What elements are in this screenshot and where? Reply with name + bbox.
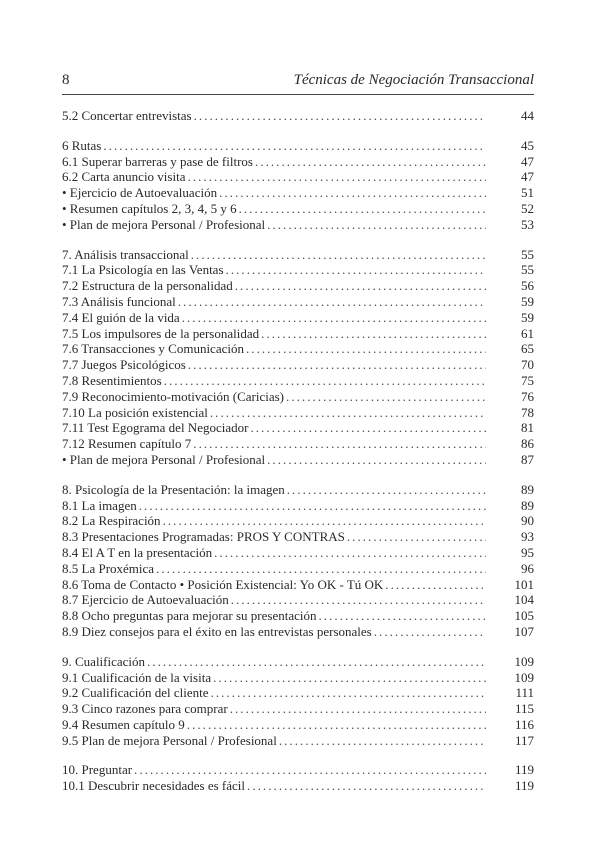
toc-entry-title: 8.6 Toma de Contacto • Posición Existencial: Yo OK - Tú OK [62,576,384,592]
toc-entry-title: 9.1 Cualificación de la visita [62,669,212,685]
dot-leader [163,513,486,529]
dot-leader [187,717,486,733]
toc-entry-page: 107 [514,623,534,639]
toc-entry[interactable] [62,762,534,778]
dot-leader [194,108,486,124]
toc-entry-page: 90 [521,513,534,529]
toc-entry-page: 95 [521,544,534,560]
toc-entry-title: 5.2 Concertar entrevistas [62,108,192,123]
toc-entry[interactable] [62,701,534,717]
toc-entry-title: 8.4 El A T en la presentación [62,544,213,560]
toc-entry[interactable] [62,138,534,154]
dot-leader [374,624,486,640]
toc-entry[interactable] [62,405,534,421]
toc-entry[interactable] [62,373,534,389]
dot-leader [246,341,486,357]
dot-leader [134,762,486,778]
toc-entry[interactable] [62,529,534,545]
toc-entry-page: 47 [521,169,534,185]
toc-entry-page: 117 [514,732,534,748]
toc-entry-page: 115 [514,701,534,717]
toc-entry[interactable] [62,247,534,263]
toc-entry-title: • Resumen capítulos 2, 3, 4, 5 y 6 [62,200,237,216]
toc-entry-title: 7.2 Estructura de la personalidad [62,278,233,294]
toc-entry-title: 10. Preguntar [62,762,133,778]
toc-entry-page: 65 [521,341,534,357]
toc-entry-title: • Plan de mejora Personal / Profesional [62,216,266,232]
toc-entry-title: 6 Rutas [62,137,102,153]
toc-section [62,482,534,640]
toc-entry-page: 55 [521,262,534,278]
toc-entry-title: 7.6 Transacciones y Comunicación [62,341,244,357]
toc-section [62,108,534,124]
toc-entry[interactable] [62,733,534,749]
toc-entry[interactable] [62,624,534,640]
toc-entry[interactable] [62,482,534,498]
toc-entry-page: 93 [521,529,534,545]
dot-leader [191,247,486,263]
toc-entry[interactable] [62,592,534,608]
toc-entry-title: 9.2 Cualificación del cliente [62,685,209,701]
toc-entry-page: 87 [521,451,534,467]
toc-entry-title: 7.9 Reconocimiento-motivación (Caricias) [62,388,285,404]
dot-leader [193,436,486,452]
toc-entry[interactable] [62,341,534,357]
toc-entry-page: 111 [515,685,534,701]
toc-entry-page: 109 [514,653,534,669]
toc-entry-page: 96 [521,560,534,576]
toc-entry-page: 89 [521,481,534,497]
dot-leader [319,608,487,624]
toc-entry-title: 7.12 Resumen capítulo 7 [62,436,192,452]
toc-entry-title: 9.5 Plan de mejora Personal / Profesional [62,732,277,748]
dot-leader [187,169,486,185]
toc-entry-title: 9.3 Cinco razones para comprar [62,701,228,717]
toc-entry-title: 8.5 La Proxémica [62,560,155,576]
dot-leader [211,685,486,701]
dot-leader [139,498,486,514]
toc-entry[interactable] [62,108,534,124]
dot-leader [239,201,486,217]
toc-entry[interactable] [62,278,534,294]
dot-leader [235,278,486,294]
toc-entry[interactable] [62,201,534,217]
toc-entry-title: 9.4 Resumen capítulo 9 [62,716,185,732]
toc-entry-title: 7.7 Juegos Psicológicos [62,357,186,373]
toc-entry[interactable] [62,685,534,701]
dot-leader [147,654,486,670]
dot-leader [156,561,486,577]
toc-entry-page: 61 [521,325,534,341]
toc-entry[interactable] [62,577,534,593]
toc-entry-title: 7.11 Test Egograma del Negociador [62,420,249,436]
toc-entry[interactable] [62,498,534,514]
toc-entry-page: 78 [521,404,534,420]
dot-leader [164,373,486,389]
toc-section [62,654,534,749]
toc-entry-page: 47 [521,153,534,169]
toc-entry[interactable] [62,169,534,185]
toc-entry-title: 7.3 Análisis funcional [62,293,176,309]
toc-entry[interactable] [62,294,534,310]
dot-leader [210,405,486,421]
dot-leader [226,262,486,278]
toc-entry[interactable] [62,561,534,577]
dot-leader [214,545,486,561]
toc-entry-page: 59 [521,309,534,325]
toc-entry-title: 10.1 Descubrir necesidades es fácil [62,778,246,794]
dot-leader [267,452,486,468]
toc-entry[interactable] [62,217,534,233]
toc-entry-page: 56 [521,278,534,294]
toc-entry-page: 116 [514,716,534,732]
toc-entry-page: 119 [514,762,534,778]
toc-entry[interactable] [62,436,534,452]
toc-entry[interactable] [62,310,534,326]
toc-entry-page: 59 [521,293,534,309]
page-number: 8 [62,72,70,88]
toc-entry-page: 89 [521,497,534,513]
dot-leader [103,138,486,154]
toc-entry-page: 104 [514,592,534,608]
toc-entry-page: 55 [521,246,534,262]
toc-entry-title: 8.9 Diez consejos para el éxito en las entrevistas personales [62,623,372,639]
toc-entry-page: 109 [514,669,534,685]
toc-section [62,247,534,468]
dot-leader [261,326,486,342]
dot-leader [231,592,486,608]
toc-entry[interactable] [62,357,534,373]
toc-entry-title: 8. Psicología de la Presentación: la imagen [62,481,285,497]
toc-entry-title: 6.1 Superar barreras y pase de filtros [62,153,253,169]
toc-entry-title: 8.8 Ocho preguntas para mejorar su presentación [62,608,317,624]
book-title: Técnicas de Negociación Transaccional [293,72,534,88]
toc-entry-title: 7. Análisis transaccional [62,246,189,262]
toc-entry[interactable] [62,654,534,670]
toc-section [62,138,534,233]
dot-leader [182,310,486,326]
toc-entry[interactable] [62,185,534,201]
dot-leader [230,701,486,717]
dot-leader [385,577,486,593]
toc-entry-page: 81 [521,420,534,436]
toc-entry-title: 8.1 La imagen [62,497,137,513]
dot-leader [178,294,486,310]
toc-entry[interactable] [62,420,534,436]
toc-entry[interactable] [62,545,534,561]
dot-leader [255,154,486,170]
toc-entry-title: 7.5 Los impulsores de la personalidad [62,325,260,341]
toc-entry[interactable] [62,513,534,529]
toc-entry-page: 44 [521,108,534,123]
toc-entry[interactable] [62,670,534,686]
toc-entry-page: 70 [521,357,534,373]
toc-entry-page: 45 [521,137,534,153]
table-of-contents [62,108,534,808]
dot-leader [347,529,486,545]
dot-leader [267,217,486,233]
toc-entry-title: 7.4 El guión de la vida [62,309,180,325]
toc-entry-title: 8.3 Presentaciones Programadas: PROS Y CONTRAS [62,529,345,545]
dot-leader [219,185,486,201]
toc-entry-page: 119 [514,778,534,794]
toc-entry-page: 86 [521,436,534,452]
dot-leader [250,420,486,436]
toc-entry[interactable] [62,262,534,278]
toc-entry-page: 105 [514,608,534,624]
toc-entry-title: 7.8 Resentimientos [62,372,162,388]
toc-entry-page: 101 [514,576,534,592]
toc-entry[interactable] [62,778,534,794]
toc-entry[interactable] [62,717,534,733]
toc-entry-title: 9. Cualificación [62,653,146,669]
toc-entry-title: 6.2 Carta anuncio visita [62,169,186,185]
dot-leader [247,778,486,794]
dot-leader [213,670,486,686]
toc-entry-title: 8.7 Ejercicio de Autoevaluación [62,592,229,608]
toc-entry[interactable] [62,608,534,624]
toc-entry-title: • Plan de mejora Personal / Profesional [62,451,266,467]
toc-entry-page: 75 [521,372,534,388]
toc-entry-title: • Ejercicio de Autoevaluación [62,185,218,201]
running-header [62,72,534,95]
toc-entry[interactable] [62,326,534,342]
dot-leader [286,389,486,405]
toc-entry-page: 53 [521,216,534,232]
toc-entry-title: 7.1 La Psicología en las Ventas [62,262,224,278]
toc-entry-title: 7.10 La posición existencial [62,404,208,420]
toc-section [62,762,534,794]
toc-entry[interactable] [62,452,534,468]
toc-entry-page: 52 [521,200,534,216]
dot-leader [279,733,486,749]
toc-entry-page: 76 [521,388,534,404]
toc-entry[interactable] [62,389,534,405]
dot-leader [188,357,486,373]
toc-entry[interactable] [62,154,534,170]
dot-leader [287,482,486,498]
toc-entry-page: 51 [521,185,534,201]
toc-entry-title: 8.2 La Respiración [62,513,161,529]
